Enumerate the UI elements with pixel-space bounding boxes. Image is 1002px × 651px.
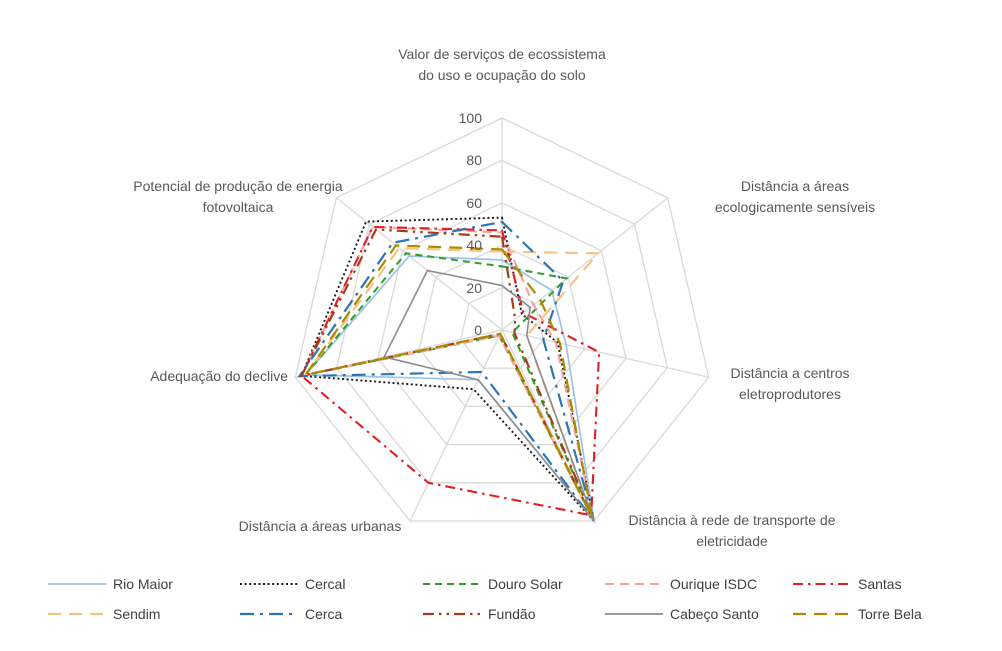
legend-item-label: Torre Bela [858, 606, 922, 622]
axis-label-0: Valor de serviços de ecossistema do uso e ocupação do solo [398, 46, 606, 83]
legend-line-sample [240, 573, 298, 595]
legend-line-sample [48, 603, 106, 625]
legend-item-cabe-o-santo [605, 603, 759, 625]
axis-label-2: Distância a centros eletroprodutores [730, 365, 850, 402]
series-cercal [302, 218, 595, 521]
legend-item-santas [793, 573, 902, 595]
legend-item-label: Cabeço Santo [670, 606, 759, 622]
legend-item-label: Cercal [305, 576, 346, 592]
legend-line-sample [48, 573, 106, 595]
legend-item-label: Rio Maior [113, 576, 173, 592]
axis-label-5: Adequação do declive [150, 368, 288, 384]
legend-line-sample [240, 603, 298, 625]
legend-item-fund-o [423, 603, 535, 625]
legend-item-douro-solar [423, 573, 563, 595]
axis-label-1: Distância a áreas ecologicamente sensíveis [714, 178, 876, 215]
axis-label-6: Potencial de produção de energia fotovoltaica [133, 178, 343, 215]
tick-label-80: 80 [466, 152, 482, 168]
legend-item-label: Ourique ISDC [670, 576, 758, 592]
grid-spoke [410, 330, 502, 521]
legend-line-sample [605, 603, 663, 625]
tick-label-60: 60 [466, 195, 482, 211]
legend-line-sample [423, 573, 481, 595]
legend-item-cercal [240, 573, 345, 595]
legend-item-ourique-isdc [605, 573, 757, 595]
tick-label-40: 40 [466, 237, 482, 253]
legend-line-sample [793, 573, 851, 595]
legend-item-label: Sendim [113, 606, 161, 622]
legend-item-cerca [240, 603, 342, 625]
tick-label-100: 100 [458, 110, 482, 126]
legend-line-sample [423, 603, 481, 625]
tick-label-0: 0 [474, 322, 482, 338]
tick-label-20: 20 [466, 280, 482, 296]
legend-item-label: Santas [858, 576, 902, 592]
legend-line-sample [605, 573, 663, 595]
axis-label-3: Distância à rede de transporte de eletricidade [628, 512, 836, 549]
legend-line-sample [793, 603, 851, 625]
legend-item-label: Cerca [305, 606, 343, 622]
grid-spoke [502, 198, 668, 330]
axis-label-4: Distância a áreas urbanas [238, 518, 402, 534]
legend-item-label: Fundão [488, 606, 536, 622]
legend-item-torre-bela [793, 603, 922, 625]
legend-item-sendim [48, 603, 160, 625]
legend-item-rio-maior [48, 573, 173, 595]
legend-item-label: Douro Solar [488, 576, 563, 592]
